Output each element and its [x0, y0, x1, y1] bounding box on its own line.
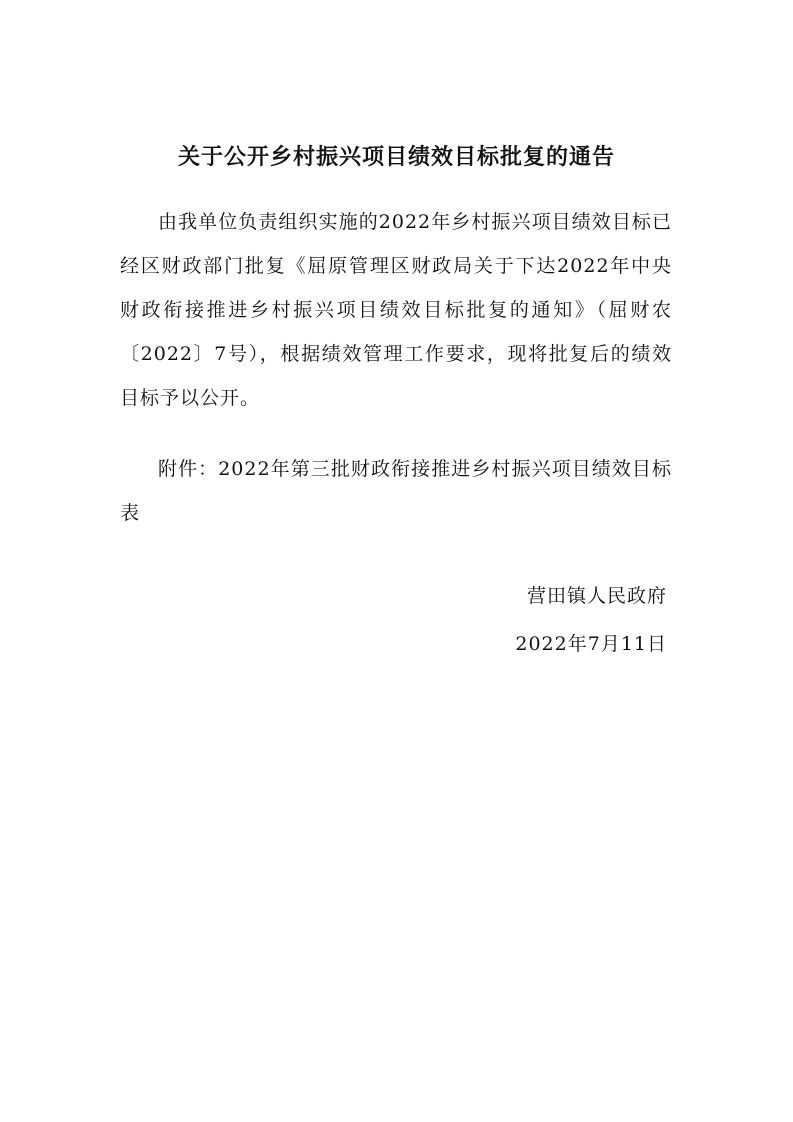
- signature-organization: 营田镇人民政府: [526, 585, 667, 607]
- body-paragraph-attachment: 附件：2022年第三批财政衔接推进乡村振兴项目绩效目标表: [120, 458, 672, 524]
- document-title: 关于公开乡村振兴项目绩效目标批复的通告: [177, 145, 615, 170]
- body-paragraph-notice: 由我单位负责组织实施的2022年乡村振兴项目绩效目标已经区财政部门批复《屈原管理区财政局关于下达2022年中央财政衔接推进乡村振兴项目绩效目标批复的通知》（屈财农〔2022〕7号），根据绩效管理工作要求，现将批复后的绩效目标予以公开。: [120, 211, 672, 409]
- signature-date: 2022年7月11日: [515, 633, 667, 655]
